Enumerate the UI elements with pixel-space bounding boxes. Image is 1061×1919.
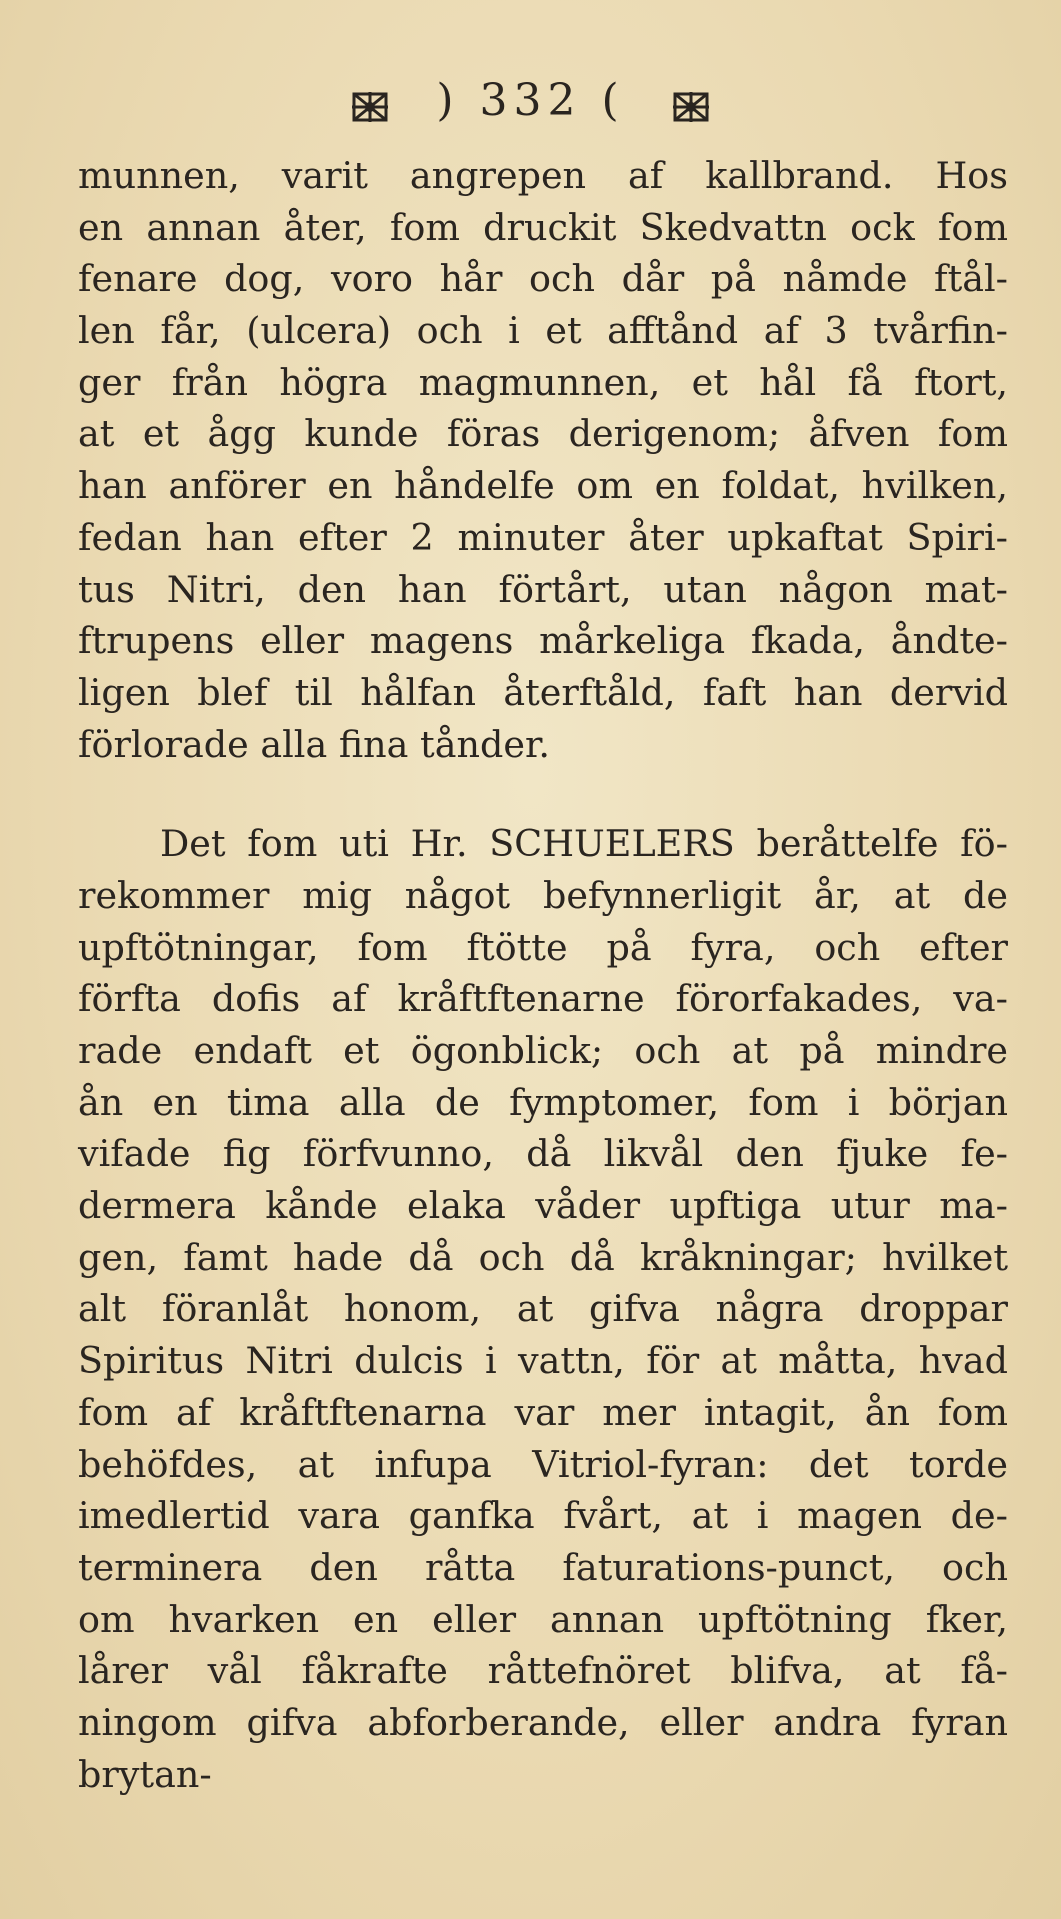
text-line: dermera kånde elaka våder upftiga utur ma- [78, 1184, 1008, 1228]
text-line: ån en tima alla de fymptomer, fom i början [78, 1080, 1008, 1124]
text-line: ningom gifva abforberande, eller andra fyran [78, 1700, 1008, 1744]
text-line: fenare dog, voro hår och dår på nåmde ftål- [78, 257, 1008, 301]
text-line: at et ågg kunde föras derigenom; åfven fom [78, 412, 1008, 456]
ornament-icon [671, 84, 711, 118]
text-line: han anförer en håndelfe om en foldat, hvilken, [78, 464, 1008, 508]
text-line: ftrupens eller magens mårkeliga fkada, åndte- [78, 619, 1008, 663]
text-line: om hvarken en eller annan upftötning fker, [78, 1597, 1008, 1641]
text-line: upftötningar, fom ftötte på fyra, och efter [78, 925, 1008, 969]
text-line: behöfdes, at infupa Vitriol-fyran: det torde [78, 1442, 1008, 1486]
text-line: munnen, varit angrepen af kallbrand. Hos [78, 154, 1008, 197]
text-line: len får, (ulcera) och i et afftånd af 3 tvårfin- [78, 309, 1008, 353]
text-line: en annan åter, fom druckit Skedvattn ock fom [78, 205, 1008, 249]
text-line: lårer vål fåkrafte råttefnöret blifva, at få- [78, 1649, 1008, 1693]
text-line: Spiritus Nitri dulcis i vattn, för at måtta, hvad [78, 1339, 1008, 1383]
text-line: terminera den råtta faturations-punct, och [78, 1545, 1008, 1589]
text-line: vifade fig förfvunno, då likvål den fjuke fe- [78, 1132, 1008, 1176]
text-line: fom af kråftftenarna var mer intagit, ån fom [78, 1390, 1008, 1434]
text-line: gen, famt hade då och då kråkningar; hvilket [78, 1235, 1008, 1279]
text-line: Det fom uti Hr. SCHUELERS beråttelfe fö- [160, 822, 1008, 866]
text-line: rade endaft et ögonblick; och at på mindre [78, 1029, 1008, 1072]
text-line: alt föranlåt honom, at gifva några droppar [78, 1287, 1008, 1331]
text-line: rekommer mig något befynnerligit år, at de [78, 873, 1008, 917]
text-line: förlorade alla fina tånder. [78, 722, 550, 766]
paragraph [78, 150, 1008, 770]
text-line: brytan- [78, 1752, 212, 1796]
paragraph [78, 818, 1008, 1800]
ornament-icon [350, 84, 390, 118]
text-line: fedan han efter 2 minuter åter upkaftat Spiri- [78, 515, 1008, 559]
text-line: förfta dofis af kråftftenarne förorfakades, va- [78, 977, 1008, 1021]
text-line: ligen blef til hålfan återftåld, faft han dervid [78, 670, 1008, 714]
text-line: tus Nitri, den han förtårt, utan någon mat- [78, 567, 1008, 611]
page-number: ) 332 ( [436, 75, 625, 126]
page-header [0, 72, 1061, 126]
text-line: imedlertid vara ganfka fvårt, at i magen de- [78, 1494, 1008, 1538]
body-text [78, 150, 1008, 1800]
text-line: ger från högra magmunnen, et hål få ftort, [78, 360, 1008, 404]
